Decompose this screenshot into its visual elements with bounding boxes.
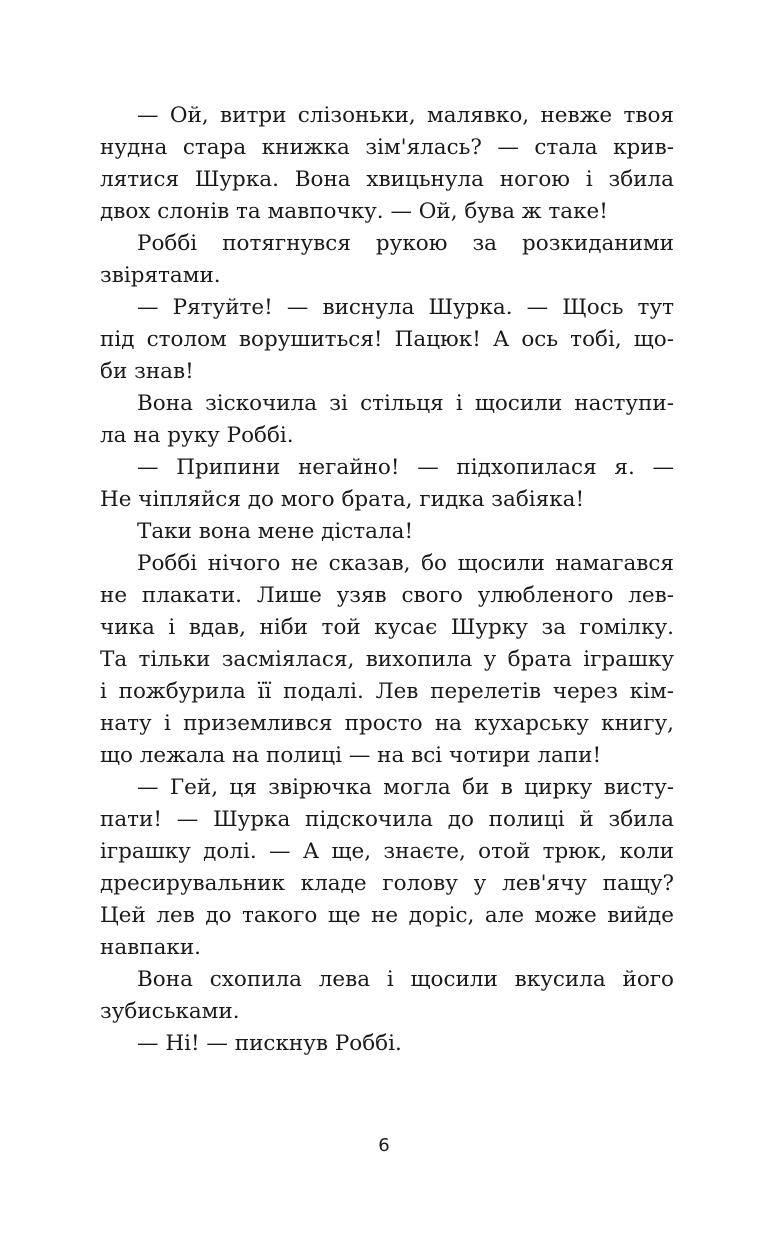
text-line: Роббі потягнувся рукою за розкиданими bbox=[137, 231, 674, 256]
text-line: чика і вдав, ніби той кусає Шурку за гомілку. bbox=[100, 615, 674, 640]
text-line: Не чіпляйся до мого брата, гидка забіяка! bbox=[100, 487, 585, 512]
text-line: іграшку долі. — А ще, знаєте, отой трюк, коли bbox=[100, 839, 674, 864]
text-line: звірятами. bbox=[100, 263, 221, 288]
text-line: — Ні! — пискнув Роббі. bbox=[137, 1031, 402, 1056]
text-line: під столом ворушиться! Пацюк! А ось тобі, що- bbox=[100, 327, 674, 352]
text-line: — Припини негайно! — підхопилася я. — bbox=[137, 455, 674, 480]
text-line: лятися Шурка. Вона хвицьнула ногою і збила bbox=[100, 167, 674, 192]
text-line: Цей лев до такого ще не доріс, але може вийде bbox=[100, 903, 674, 928]
text-line: би знав! bbox=[100, 359, 194, 384]
text-line: Та тільки засміялася, вихопила у брата іграшку bbox=[100, 647, 674, 672]
text-line: і пожбурила її подалі. Лев перелетів через кім- bbox=[100, 679, 674, 704]
body-text bbox=[100, 100, 674, 1060]
text-line: що лежала на полиці — на всі чотири лапи! bbox=[100, 743, 602, 768]
text-line: — Рятуйте! — виснула Шурка. — Щось тут bbox=[137, 295, 674, 320]
page-number: 6 bbox=[378, 1135, 390, 1156]
text-line: дресирувальник кладе голову у лев'ячу пащу? bbox=[100, 871, 674, 896]
text-line: ла на руку Роббі. bbox=[100, 423, 294, 448]
text-line: — Гей, ця звірючка могла би в цирку висту- bbox=[137, 775, 674, 800]
text-line: навпаки. bbox=[100, 935, 202, 960]
text-line: Таки вона мене дістала! bbox=[137, 519, 414, 544]
text-line: нату і приземлився просто на кухарську книгу, bbox=[100, 711, 674, 736]
text-line: пати! — Шурка підскочила до полиці й збила bbox=[100, 807, 674, 832]
text-line: Вона схопила лева і щосили вкусила його bbox=[137, 967, 674, 992]
text-line: — Ой, витри слізоньки, малявко, невже твоя bbox=[137, 103, 674, 128]
text-line: двох слонів та мавпочку. — Ой, бува ж таке! bbox=[100, 199, 608, 224]
text-line: Вона зіскочила зі стільця і щосили наступи- bbox=[137, 391, 674, 416]
text-line: Роббі нічого не сказав, бо щосили намагався bbox=[137, 551, 674, 576]
text-line: зубиськами. bbox=[100, 999, 240, 1024]
text-line: нудна стара книжка зім'ялась? — стала крив- bbox=[100, 135, 674, 160]
text-line: не плакати. Лише узяв свого улюбленого лев- bbox=[100, 583, 674, 608]
